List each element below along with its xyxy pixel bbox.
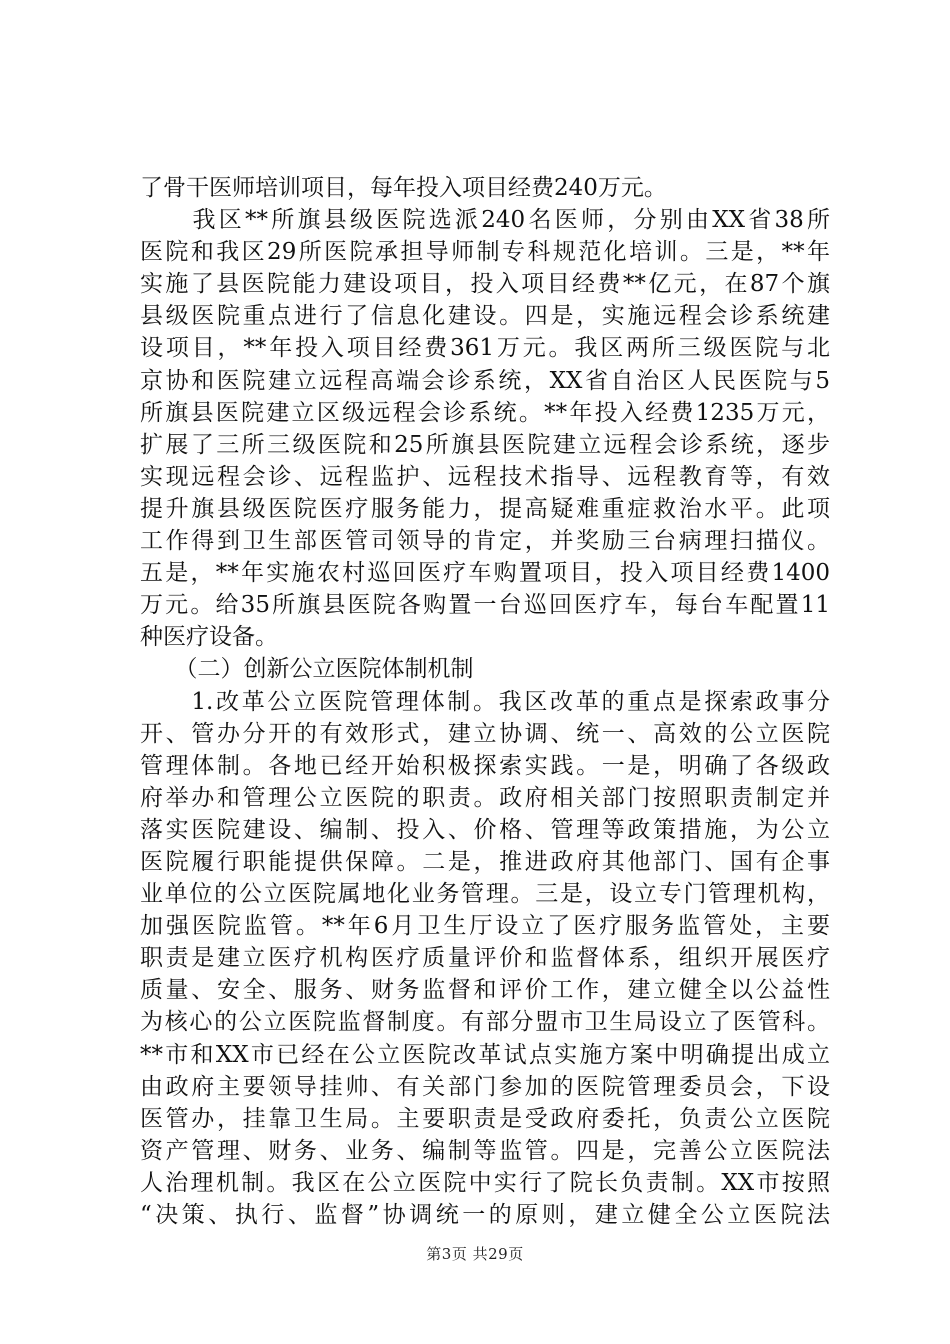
text-line: 落实医院建设、编制、投入、价格、管理等政策措施，为公立: [140, 816, 830, 843]
text-line: 医管办，挂靠卫生局。主要职责是受政府委托，负责公立医院: [140, 1105, 830, 1132]
text-line: 人治理机制。我区在公立医院中实行了院长负责制。XX市按照: [140, 1169, 830, 1196]
text-line: 五是，**年实施农村巡回医疗车购置项目，投入项目经费1400: [140, 560, 830, 587]
text-line: 扩展了三所三级医院和25所旗县医院建立远程会诊系统，逐步: [140, 431, 830, 458]
text-line: 京协和医院建立远程高端会诊系统，XX省自治区人民医院与5: [140, 367, 830, 394]
text-line: 医院和我区29所医院承担导师制专科规范化培训。三是，**年: [140, 239, 830, 266]
text-line: 府举办和管理公立医院的职责。政府相关部门按照职责制定并: [140, 784, 830, 811]
text-line: 为核心的公立医院监督制度。有部分盟市卫生局设立了医管科。: [140, 1009, 830, 1036]
text-line: 提升旗县级医院医疗服务能力，提高疑难重症救治水平。此项: [140, 495, 830, 522]
text-line: 职责是建立医疗机构医疗质量评价和监督体系，组织开展医疗: [140, 945, 830, 972]
text-line: 种医疗设备。: [140, 624, 278, 651]
text-line: 工作得到卫生部医管司领导的肯定，并奖励三台病理扫描仪。: [140, 528, 830, 555]
text-line: **市和XX市已经在公立医院改革试点实施方案中明确提出成立: [140, 1041, 830, 1068]
text-line: 管理体制。各地已经开始积极探索实践。一是，明确了各级政: [140, 752, 830, 779]
text-line: “决策、执行、监督”协调统一的原则，建立健全公立医院法: [140, 1202, 830, 1228]
section-heading: （二）创新公立医院体制机制: [140, 656, 474, 683]
page-number-footer: 第3页 共29页: [426, 1245, 524, 1263]
text-line: 县级医院重点进行了信息化建设。四是，实施远程会诊系统建: [140, 303, 830, 330]
text-line: 万元。给35所旗县医院各购置一台巡回医疗车，每台车配置11: [140, 592, 830, 619]
text-line: 所旗县医院建立区级远程会诊系统。**年投入经费1235万元，: [140, 399, 830, 426]
body-text: [140, 172, 830, 1231]
text-line: 资产管理、财务、业务、编制等监管。四是，完善公立医院法: [140, 1137, 830, 1164]
text-line: 业单位的公立医院属地化业务管理。三是，设立专门管理机构，: [140, 881, 830, 908]
text-line: 加强医院监管。**年6月卫生厅设立了医疗服务监管处，主要: [140, 913, 830, 940]
text-line: 由政府主要领导挂帅、有关部门参加的医院管理委员会，下设: [140, 1073, 830, 1100]
text-line: 质量、安全、服务、财务监督和评价工作，建立健全以公益性: [140, 977, 830, 1004]
text-line: 设项目，**年投入项目经费361万元。我区两所三级医院与北: [140, 335, 830, 362]
text-line: 医院履行职能提供保障。二是，推进政府其他部门、国有企事: [140, 848, 830, 875]
text-line: 了骨干医师培训项目，每年投入项目经费240万元。: [140, 175, 667, 201]
text-line: 实现远程会诊、远程监护、远程技术指导、远程教育等，有效: [140, 463, 830, 490]
text-line: 我区**所旗县级医院选派240名医师，分别由XX省38所: [140, 207, 830, 234]
text-line: 实施了县医院能力建设项目，投入项目经费**亿元，在87个旗: [140, 271, 830, 298]
text-line: 1.改革公立医院管理体制。我区改革的重点是探索政事分: [140, 688, 830, 715]
text-line: 开、管办分开的有效形式，建立协调、统一、高效的公立医院: [140, 720, 830, 747]
